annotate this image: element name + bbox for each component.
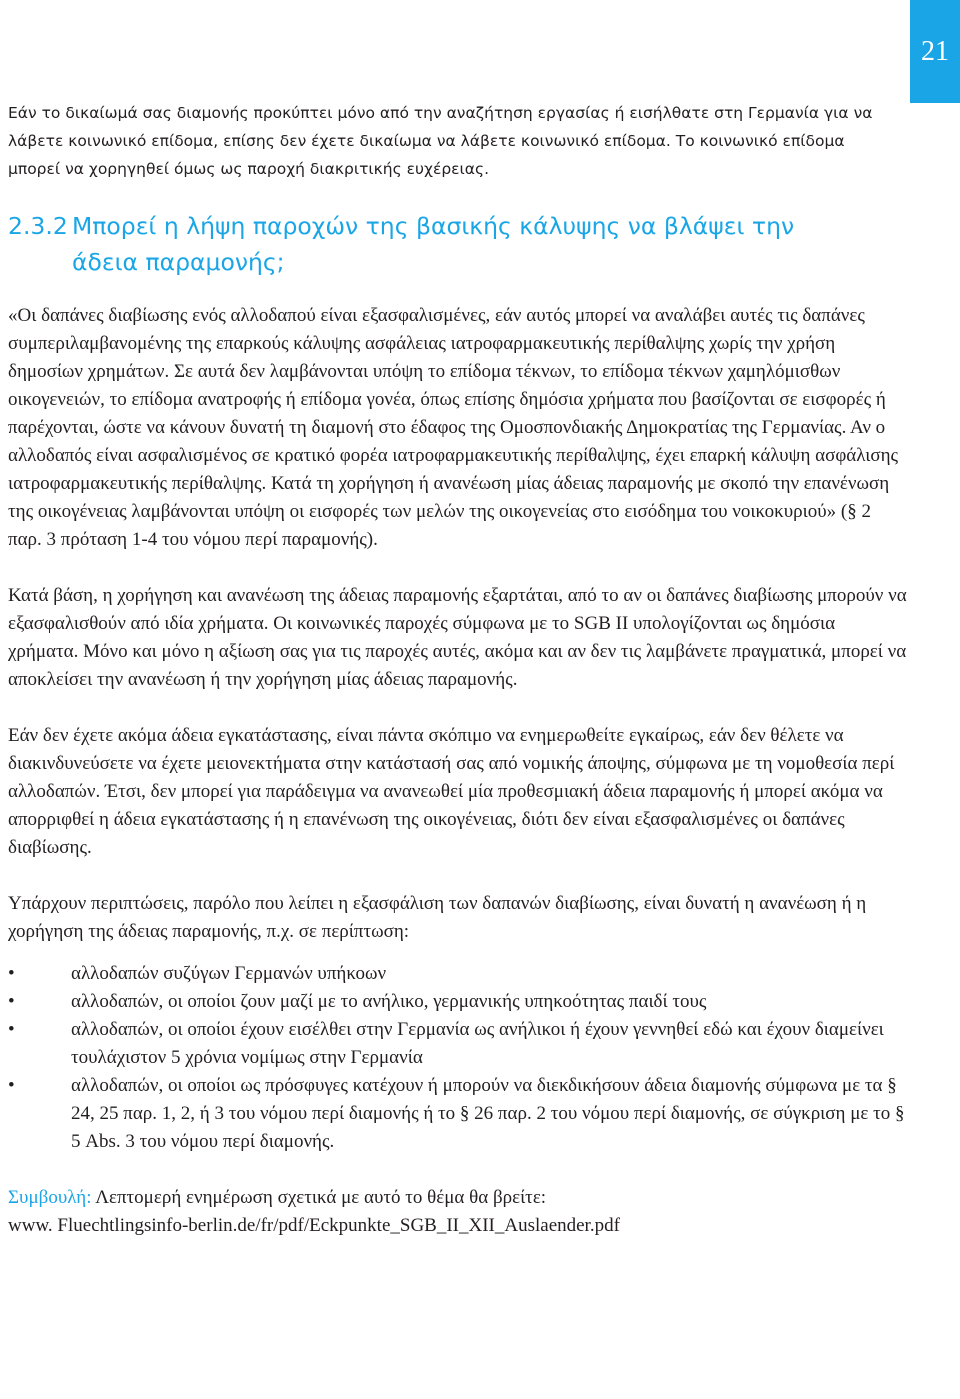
bullet-icon: • [8,1075,15,1096]
list-item [8,1072,908,1156]
paragraph-definition: «Οι δαπάνες διαβίωσης ενός αλλοδαπού είναι εξασφαλισμένες, εάν αυτός μπορεί να αναλάβει αυτές τις δαπάνες συμπεριλαμβανομένης της επαρκούς κάλυψης ασφάλειας ιατροφαρμακευτικής περίθαλψης χωρίς την χρήση δημοσίων χρημάτων. Σε αυτά δεν λαμβάνονται υπόψη το επίδομα τέκνων, το επίδομα τέκνων χαμηλόμισθων οικογενειών, το επίδομα ανατροφής ή επίδομα γονέα, όπως επίσης δημόσια χρήματα που βασίζονται σε εισφορές ή παρέχονται, ώστε να κάνουν δυνατή τη διαμονή στο έδαφος της Ομοσπονδιακής Δημοκρατίας της Γερμανίας. Αν ο αλλοδαπός είναι ασφαλισμένος σε κρατικό φορέα ιατροφαρμακευτικής περίθαλψης, έχει επαρκή κάλυψη ασφάλισης ιατροφαρμακευτικής περίθαλψης. Κατά τη χορήγηση ή ανανέωση μίας άδειας παραμονής με σκοπό την επανένωση της οικογένειας λαμβάνονται υπόψη οι εισφορές των μελών της οικογενείας στο εισόδημα του νοικοκυριού» (§ 2 παρ. 3 πρόταση 1-4 του νόμου περί παραμονής). [8,305,899,550]
body-content [8,302,908,1240]
list-item-text: αλλοδαπών, οι οποίοι ζουν μαζί με το ανήλικο, γερμανικής υπηκοότητας παιδί τους [71,991,707,1012]
section-heading [8,208,888,280]
section-number: 2.3.2 [8,212,68,240]
paragraph-renewal: Κατά βάση, η χορήγηση και ανανέωση της άδειας παραμονής εξαρτάται, από το αν οι δαπάνες διαβίωσης μπορούν να εξασφαλισθούν από ιδία χρήματα. Οι κοινωνικές παροχές σύμφωνα με το SGB II υπολογίζονται ως δημόσια χρήματα. Μόνο και μόνο η αξίωση σας για τις παροχές αυτές, ακόμα και αν δεν τις λαμβάνετε πραγματικά, μπορεί να αποκλείσει την ανανέωση ή την χορήγηση μίας άδειας παραμονής. [8,585,907,690]
section-title-line-2: άδεια παραμονής; [72,248,285,276]
page-number-tab [910,0,960,103]
tip-box [8,1184,908,1240]
tip-link[interactable]: www. Fluechtlingsinfo-berlin.de/fr/pdf/Eckpunkte_SGB_II_XII_Auslaender.pdf [8,1215,620,1236]
bullet-icon: • [8,1019,15,1040]
paragraph-exceptions: Υπάρχουν περιπτώσεις, παρόλο που λείπει η εξασφάλιση των δαπανών διαβίωσης, είναι δυνατή η ανανέωση ή η χορήγηση της άδειας παραμονής, π.χ. σε περίπτωση: [8,893,867,942]
list-item-text: αλλοδαπών, οι οποίοι ως πρόσφυγες κατέχουν ή μπορούν να διεκδικήσουν άδεια διαμονής σύμφωνα με τα § 24, 25 παρ. 1, 2, ή 3 του νόμου περί διαμονής ή το § 26 παρ. 2 του νόμου περί διαμονής, σε σύγκριση με το § 5 Abs. 3 του νόμου περί διαμονής. [71,1075,905,1152]
tip-text: Λεπτομερή ενημέρωση σχετικά με αυτό το θέμα θα βρείτε: [95,1187,547,1208]
bullet-icon: • [8,991,15,1012]
tip-label: Συμβουλή: [8,1187,92,1208]
list-item [8,988,908,1016]
list-item [8,960,908,988]
paragraph-settlement: Εάν δεν έχετε ακόμα άδεια εγκατάστασης, είναι πάντα σκόπιμο να ενημερωθείτε εγκαίρως, εάν δεν θέλετε να διακινδυνεύσετε να έχετε μειονεκτήματα στην κατάστασή σας από νομικής άποψης, σύμφωνα με τη νομοθεσία περί αλλοδαπών. Έτσι, δεν μπορεί για παράδειγμα να ανανεωθεί μία προθεσμιακή άδεια παραμονής ή μπορεί ακόμα να απορριφθεί η άδεια εγκατάστασης ή η επανένωση της οικογένειας, διότι δεν είναι εξασφαλισμένες οι δαπάνες διαβίωσης. [8,725,895,858]
bullet-icon: • [8,963,15,984]
exceptions-list [8,960,908,1156]
page-number: 21 [921,35,949,67]
intro-paragraph: Εάν το δικαίωμά σας διαμονής προκύπτει μόνο από την αναζήτηση εργασίας ή εισήλθατε στη Γερμανία για να λάβετε κοινωνικό επίδομα, επίσης δεν έχετε δικαίωμα να λάβετε κοινωνικό επίδομα. Το κοινωνικό επίδομα μπορεί να χορηγηθεί όμως ως παροχή διακριτικής ευχέρειας. [8,104,873,178]
section-title-line-1: Μπορεί η λήψη παροχών της βασικής κάλυψης να βλάψει την [72,212,795,240]
list-item-text: αλλοδαπών συζύγων Γερμανών υπήκοων [71,963,387,984]
list-item-text: αλλοδαπών, οι οποίοι έχουν εισέλθει στην Γερμανία ως ανήλικοι ή έχουν γεννηθεί εδώ και έχουν διαμείνει τουλάχιστον 5 χρόνια νομίμως στην Γερμανία [71,1019,884,1068]
list-item [8,1016,908,1072]
